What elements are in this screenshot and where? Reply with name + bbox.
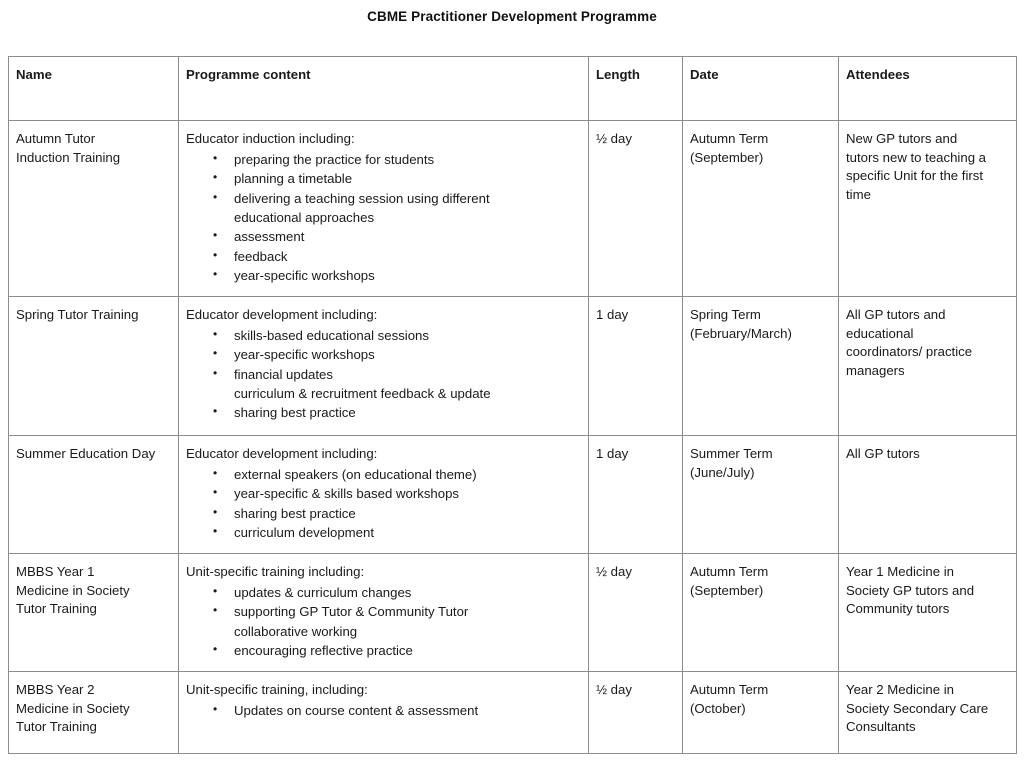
bullet-item	[186, 641, 580, 660]
bullet-wrap-line: educational approaches	[234, 209, 375, 225]
date-line: (September)	[690, 149, 764, 165]
cell-programme-content	[179, 554, 589, 672]
bullet-text: assessment	[234, 229, 305, 245]
name-line: Induction Training	[16, 149, 121, 165]
date-line: Autumn Term	[690, 564, 769, 579]
bullet-text: supporting GP Tutor & Community Tutor	[234, 604, 469, 620]
attendees-line: Year 1 Medicine in	[846, 564, 955, 579]
bullet-text: preparing the practice for students	[234, 151, 435, 167]
date-line: Autumn Term	[690, 682, 769, 697]
bullet-text: financial updates	[234, 366, 333, 382]
bullet-text: curriculum development	[234, 524, 374, 540]
bullet-item	[186, 326, 580, 345]
cell-date	[683, 554, 839, 672]
name-line: Tutor Training	[16, 601, 97, 617]
column-header-name: Name	[9, 57, 179, 121]
bullet-item	[186, 266, 580, 285]
name-line: Medicine in Society	[16, 582, 130, 598]
content-intro: Unit-specific training, including:	[186, 682, 368, 697]
bullet-text: Updates on course content & assessment	[234, 702, 479, 718]
bullet-text: year-specific & skills based workshops	[234, 486, 460, 502]
attendees-line: All GP tutors and	[846, 307, 946, 322]
attendees-line: Year 2 Medicine in	[846, 682, 955, 697]
table-row	[9, 297, 1017, 436]
cell-programme-content	[179, 121, 589, 297]
cell-length	[589, 554, 683, 672]
cell-attendees	[839, 672, 1017, 754]
date-line: Summer Term	[690, 446, 773, 461]
length-value: ½ day	[596, 131, 632, 146]
bullet-continuation-item	[186, 384, 580, 403]
bullet-item	[186, 602, 580, 641]
bullet-item	[186, 465, 580, 484]
attendees-line: Society Secondary Care	[846, 700, 989, 716]
content-bullet-list	[186, 150, 580, 286]
page-title: CBME Practitioner Development Programme	[367, 9, 657, 24]
bullet-item	[186, 150, 580, 169]
attendees-line: All GP tutors	[846, 446, 920, 461]
cell-name	[9, 554, 179, 672]
table-header	[9, 57, 1017, 121]
cell-attendees	[839, 436, 1017, 554]
attendees-line: educational	[846, 325, 914, 341]
bullet-text: sharing best practice	[234, 505, 356, 521]
date-line: Autumn Term	[690, 131, 769, 146]
date-line: (June/July)	[690, 464, 755, 480]
attendees-line: managers	[846, 363, 905, 379]
table-row	[9, 121, 1017, 297]
column-header-programme-content: Programme content	[179, 57, 589, 121]
content-bullet-list	[186, 583, 580, 661]
column-header-date: Date	[683, 57, 839, 121]
attendees-line: Society GP tutors and	[846, 582, 975, 598]
cell-length	[589, 672, 683, 754]
bullet-item	[186, 403, 580, 422]
attendees-line: coordinators/ practice	[846, 344, 973, 360]
cell-date	[683, 436, 839, 554]
cell-name	[9, 121, 179, 297]
cell-date	[683, 297, 839, 436]
bullet-text: delivering a teaching session using different	[234, 190, 490, 206]
cell-programme-content	[179, 436, 589, 554]
table-body	[9, 121, 1017, 754]
bullet-item	[186, 189, 580, 228]
content-bullet-list	[186, 701, 580, 720]
cell-attendees	[839, 554, 1017, 672]
content-intro: Educator induction including:	[186, 131, 355, 146]
bullet-item	[186, 504, 580, 523]
name-line: Tutor Training	[16, 719, 97, 735]
bullet-text: external speakers (on educational theme)	[234, 466, 477, 482]
cell-attendees	[839, 297, 1017, 436]
name-line: Spring Tutor Training	[16, 307, 139, 322]
length-value: 1 day	[596, 446, 629, 461]
attendees-line: New GP tutors and	[846, 131, 958, 146]
bullet-text: feedback	[234, 248, 288, 264]
content-intro: Unit-specific training including:	[186, 564, 365, 579]
bullet-item	[186, 169, 580, 188]
length-value: 1 day	[596, 307, 629, 322]
bullet-text: year-specific workshops	[234, 347, 375, 363]
content-bullet-list	[186, 465, 580, 543]
table-header-row	[9, 57, 1017, 121]
name-line: MBBS Year 2	[16, 682, 95, 697]
name-line: MBBS Year 1	[16, 564, 95, 579]
bullet-item	[186, 701, 580, 720]
name-line: Medicine in Society	[16, 700, 130, 716]
cell-length	[589, 436, 683, 554]
cell-programme-content	[179, 297, 589, 436]
bullet-text: encouraging reflective practice	[234, 642, 413, 658]
column-header-length: Length	[589, 57, 683, 121]
bullet-text: curriculum & recruitment feedback & update	[234, 385, 491, 401]
cell-length	[589, 121, 683, 297]
cell-length	[589, 297, 683, 436]
cell-name	[9, 672, 179, 754]
table-row	[9, 436, 1017, 554]
bullet-text: year-specific workshops	[234, 268, 375, 284]
bullet-item	[186, 345, 580, 364]
bullet-item	[186, 583, 580, 602]
cell-programme-content	[179, 672, 589, 754]
content-bullet-list	[186, 326, 580, 423]
date-line: (February/March)	[690, 325, 792, 341]
cell-name	[9, 297, 179, 436]
attendees-line: Community tutors	[846, 601, 950, 617]
name-line: Summer Education Day	[16, 446, 156, 461]
bullet-item	[186, 484, 580, 503]
bullet-text: planning a timetable	[234, 171, 353, 187]
attendees-line: Consultants	[846, 719, 916, 735]
attendees-line: time	[846, 187, 871, 203]
bullet-item	[186, 365, 580, 384]
date-line: Spring Term	[690, 307, 761, 322]
length-value: ½ day	[596, 564, 632, 579]
content-intro: Educator development including:	[186, 446, 378, 461]
attendees-line: tutors new to teaching a	[846, 149, 987, 165]
bullet-wrap-line: collaborative working	[234, 623, 358, 639]
table-row	[9, 672, 1017, 754]
table-row	[9, 554, 1017, 672]
date-line: (September)	[690, 582, 764, 598]
cell-name	[9, 436, 179, 554]
programme-table	[8, 56, 1017, 754]
bullet-item	[186, 227, 580, 246]
content-intro: Educator development including:	[186, 307, 378, 322]
bullet-text: skills-based educational sessions	[234, 327, 429, 343]
cell-attendees	[839, 121, 1017, 297]
bullet-text: sharing best practice	[234, 405, 356, 421]
bullet-item	[186, 523, 580, 542]
date-line: (October)	[690, 700, 746, 716]
attendees-line: specific Unit for the first	[846, 168, 984, 184]
length-value: ½ day	[596, 682, 632, 697]
cell-date	[683, 672, 839, 754]
bullet-item	[186, 247, 580, 266]
programme-table-container	[8, 56, 1016, 754]
column-header-attendees: Attendees	[839, 57, 1017, 121]
name-line: Autumn Tutor	[16, 131, 96, 146]
bullet-text: updates & curriculum changes	[234, 584, 412, 600]
cell-date	[683, 121, 839, 297]
